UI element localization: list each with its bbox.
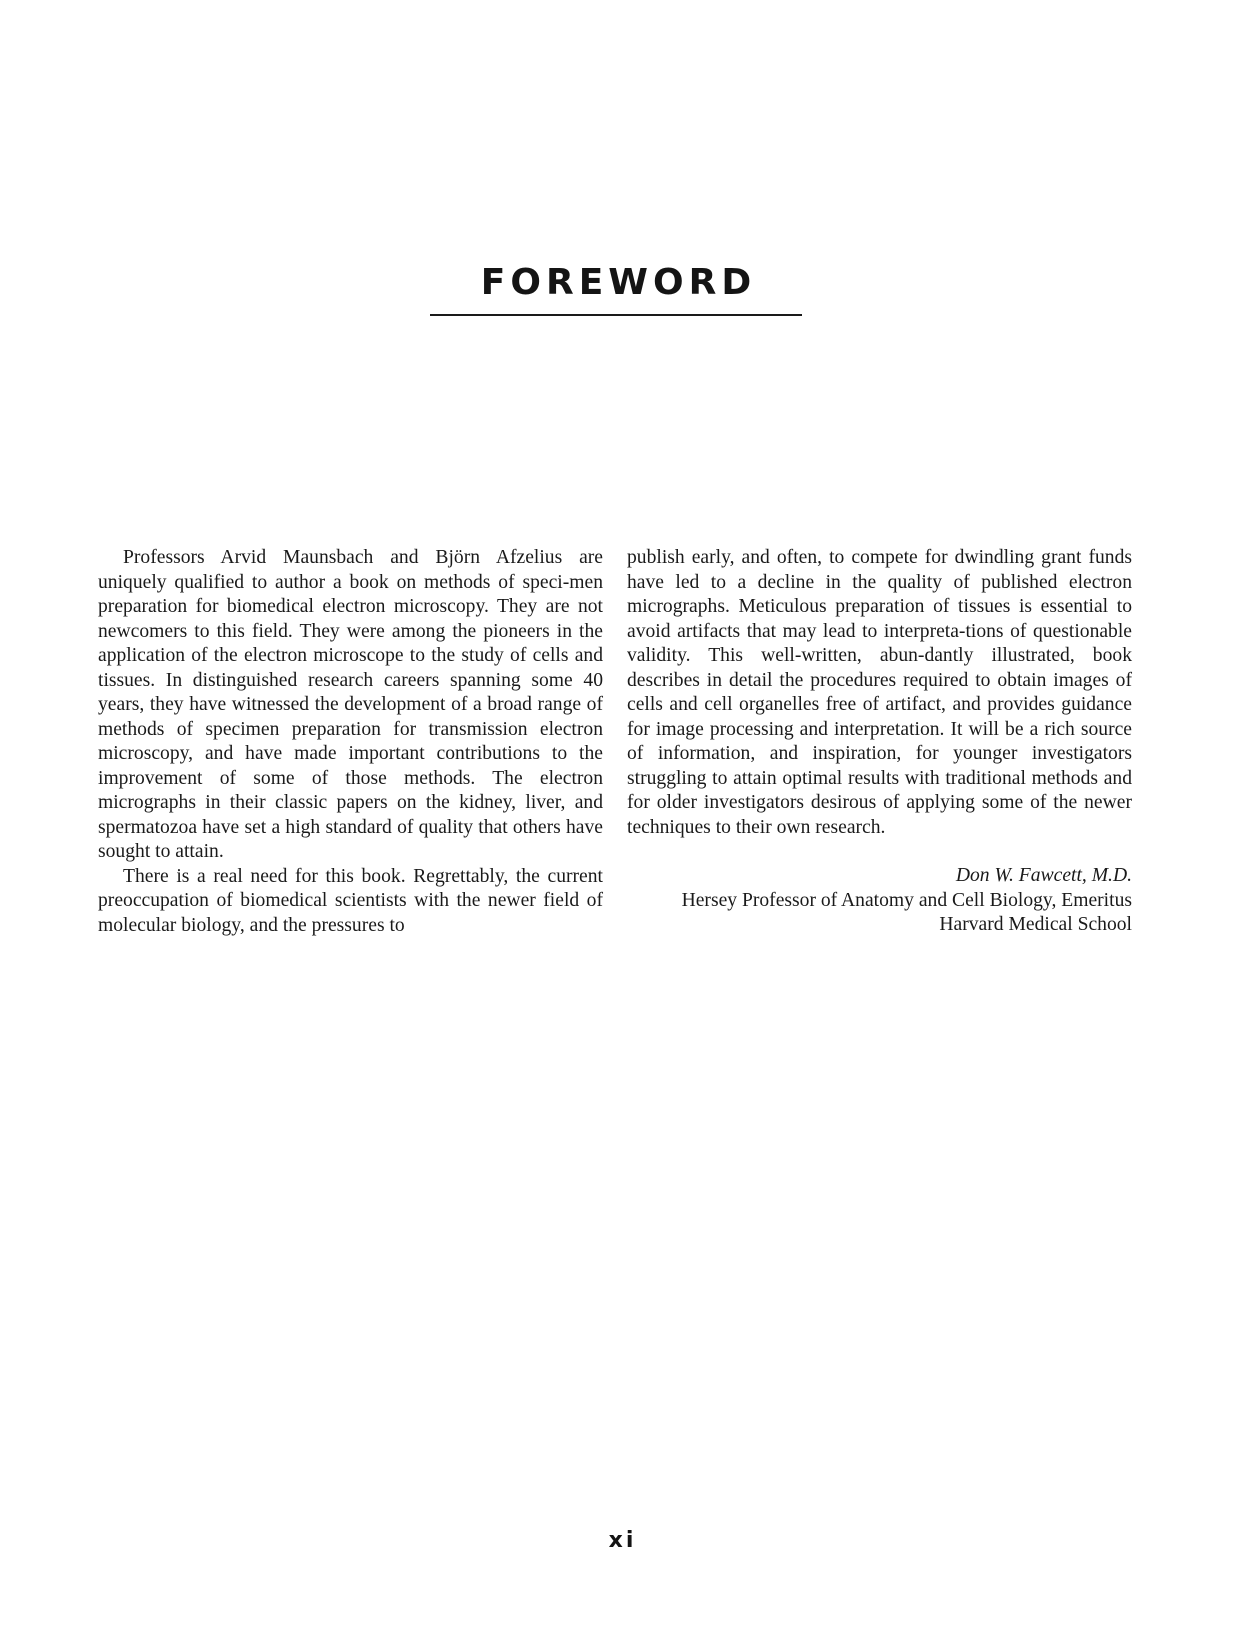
signature-name: Don W. Fawcett, M.D.: [955, 865, 1132, 886]
signature-institution: Harvard Medical School: [939, 914, 1132, 935]
page-number: xi: [608, 1528, 637, 1553]
signature-block: [627, 864, 1132, 938]
foreword-paragraph-2-start: There is a real need for this book. Regrettably, the current preoccupation of biomedical scientists with the newer field of molecular biology, and the pressures to: [98, 865, 603, 936]
title-underline-rule: [430, 314, 802, 316]
left-text-column: [98, 546, 603, 938]
title-block: [430, 262, 802, 304]
foreword-paragraph-2-continued: publish early, and often, to compete for dwindling grant funds have led to a decline in the quality of published electron micrographs. Meticulous preparation of tissues is essential to avoid artifacts that may lead to interpreta-tions of questionable validity. This well-written, abun-dantly illustrated, book describes in detail the procedures required to obtain images of cells and cell organelles free of artifact, and provides guidance for image processing and interpretation. It will be a rich source of information, and inspiration, for younger investigators struggling to attain optimal results with traditional methods and for older investigators desirous of applying some of the newer techniques to their own research.: [627, 547, 1132, 838]
right-text-column: [627, 546, 1132, 938]
page-title: FOREWORD: [480, 262, 757, 303]
foreword-paragraph-1: Professors Arvid Maunsbach and Björn Afzelius are uniquely qualified to author a book on methods of speci-men preparation for biomedical electron microscopy. They are not newcomers to this field. They were among the pioneers in the application of the electron microscope to the study of cells and tissues. In distinguished research careers spanning some 40 years, they have witnessed the development of a broad range of methods of specimen preparation for transmission electron microscopy, and have made important contributions to the improvement of some of those methods. The electron micrographs in their classic papers on the kidney, liver, and spermatozoa have set a high standard of quality that others have sought to attain.: [98, 547, 603, 862]
signature-position: Hersey Professor of Anatomy and Cell Biology, Emeritus: [681, 889, 1132, 911]
